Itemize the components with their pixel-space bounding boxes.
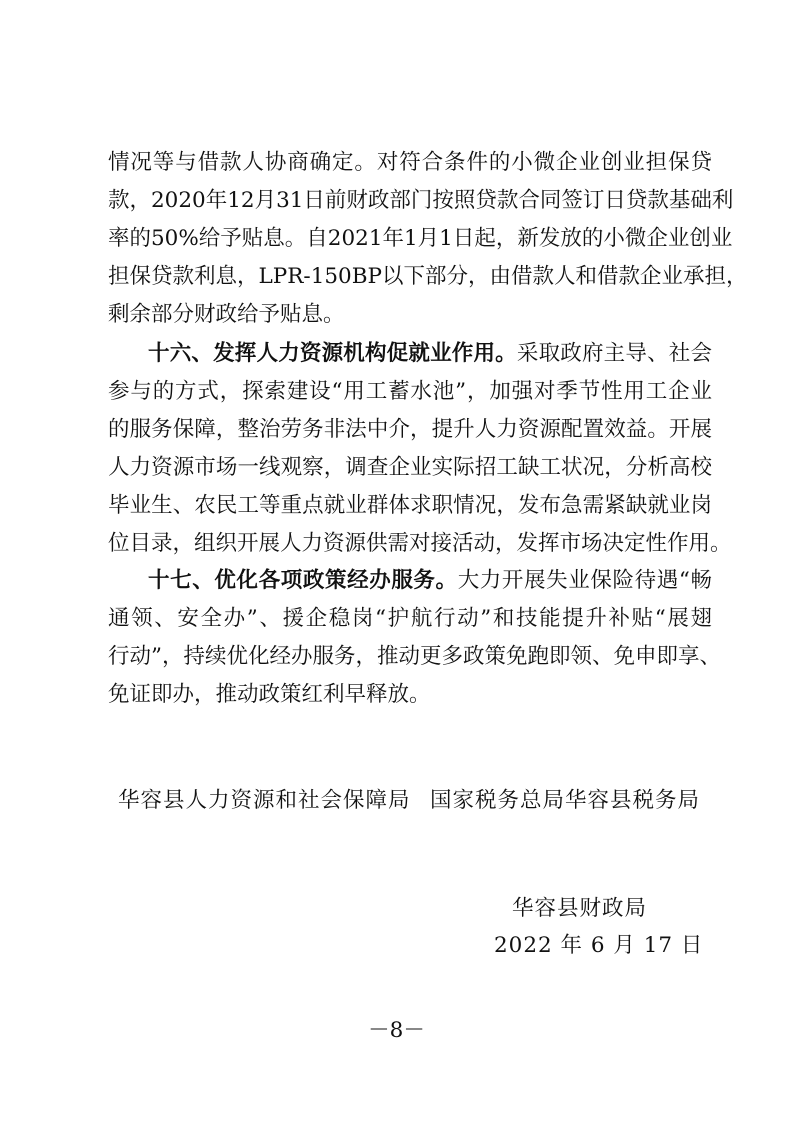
- text-line: 担保贷款利息，LPR-150BP以下部分，由借款人和借款企业承担，: [108, 264, 748, 289]
- text-line: 免证即办，推动政策红利早释放。: [108, 682, 431, 707]
- text-span: 采取政府主导、社会: [516, 341, 712, 366]
- signature-org-tax: 国家税务总局华容县税务局: [430, 788, 701, 813]
- text-line: 通领、安全办”、援企稳岗“护航行动”和技能提升补贴“展翅: [108, 606, 712, 631]
- text-line: 位目录，组织开展人力资源供需对接活动，发挥市场决定性作用。: [108, 531, 732, 556]
- text-line: 行动”，持续优化经办服务，推动更多政策免跑即领、免申即享、: [108, 644, 721, 669]
- text-line: 毕业生、农民工等重点就业群体求职情况，发布急需紧缺就业岗: [108, 493, 712, 518]
- text-line: 率的50%给予贴息。自2021年1月1日起，新发放的小微企业创业: [108, 226, 733, 251]
- signature-org-finance: 华容县财政局: [512, 896, 648, 921]
- signature-org-hrss: 华容县人力资源和社会保障局: [118, 788, 411, 813]
- text-line: 情况等与借款人协商确定。对符合条件的小微企业创业担保贷: [108, 150, 712, 175]
- text-line: 的服务保障，整治劳务非法中介，提升人力资源配置效益。开展: [108, 417, 712, 442]
- text-span: 大力开展失业保险待遇“畅: [457, 568, 712, 593]
- page-number: －8－: [368, 1018, 425, 1043]
- text-line: 人力资源市场一线观察，调查企业实际招工缺工状况，分析高校: [108, 455, 712, 480]
- section-heading: 十七、优化各项政策经办服务。: [148, 568, 458, 593]
- text-line: 剩余部分财政给予贴息。: [108, 302, 345, 327]
- text-line: [148, 339, 712, 369]
- text-line: [148, 566, 712, 596]
- signature-date: 2022 年 6 月 17 日: [494, 933, 704, 958]
- section-heading: 十六、发挥人力资源机构促就业作用。: [148, 341, 517, 366]
- text-line: 款，2020年12月31日前财政部门按照贷款合同签订日贷款基础利: [108, 188, 734, 213]
- text-line: 参与的方式，探索建设“用工蓄水池”，加强对季节性用工企业: [108, 379, 712, 404]
